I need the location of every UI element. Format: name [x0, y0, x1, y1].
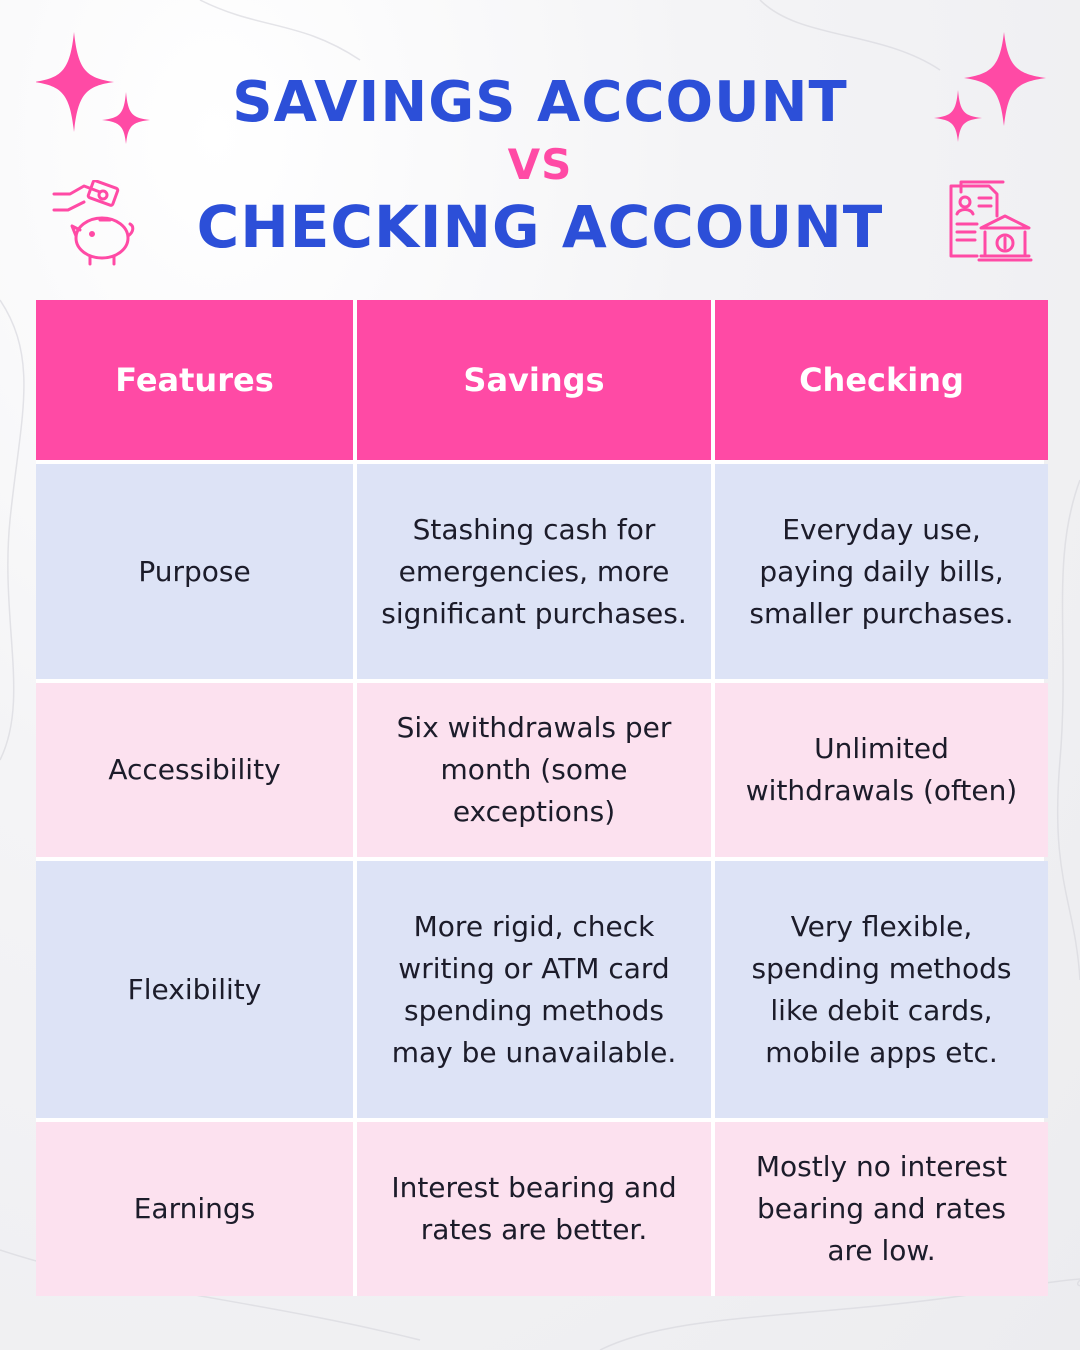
row-earnings-checking: Mostly no interest bearing and rates are low.	[715, 1122, 1048, 1296]
header-checking: Checking	[715, 300, 1048, 460]
row-purpose-checking: Everyday use, paying daily bills, smaller purchases.	[715, 464, 1048, 679]
title-vs: VS	[507, 140, 573, 189]
header-savings: Savings	[357, 300, 711, 460]
row-purpose-savings: Stashing cash for emergencies, more significant purchases.	[357, 464, 711, 679]
row-flexibility-savings: More rigid, check writing or ATM card spending methods may be unavailable.	[357, 861, 711, 1118]
row-purpose-feature: Purpose	[36, 464, 353, 679]
header-features: Features	[36, 300, 353, 460]
row-accessibility-savings: Six withdrawals per month (some exceptions)	[357, 683, 711, 857]
row-accessibility-checking: Unlimited withdrawals (often)	[715, 683, 1048, 857]
title-savings-account: SAVINGS ACCOUNT	[232, 70, 848, 135]
row-earnings-feature: Earnings	[36, 1122, 353, 1296]
row-earnings-savings: Interest bearing and rates are better.	[357, 1122, 711, 1296]
row-accessibility-feature: Accessibility	[36, 683, 353, 857]
title-checking-account: CHECKING ACCOUNT	[196, 193, 884, 261]
row-flexibility-checking: Very flexible, spending methods like debit cards, mobile apps etc.	[715, 861, 1048, 1118]
comparison-table	[36, 300, 1044, 1296]
row-flexibility-feature: Flexibility	[36, 861, 353, 1118]
